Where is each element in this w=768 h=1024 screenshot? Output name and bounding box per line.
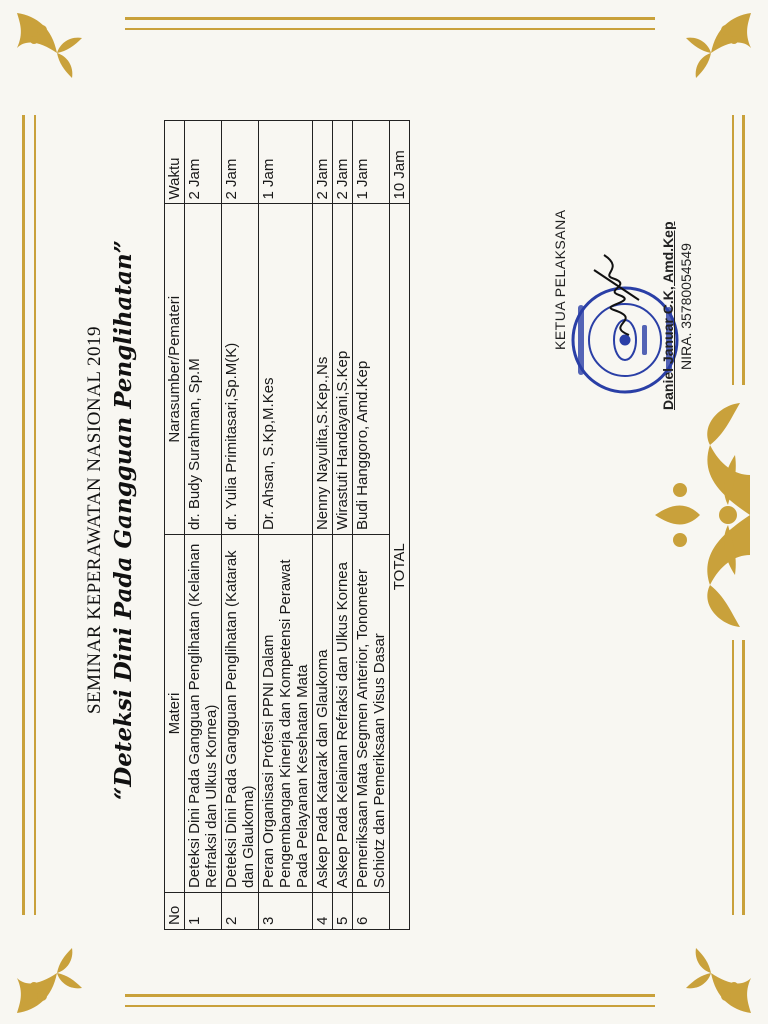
- table-row: [259, 121, 313, 930]
- row-waktu: 2 Jam: [222, 121, 259, 204]
- column-header: Materi: [165, 535, 185, 893]
- rotated-content: [84, 110, 704, 930]
- row-materi: Deteksi Dini Pada Gangguan Penglihatan (Katarak dan Glaukoma): [222, 535, 259, 893]
- row-number: 4: [313, 893, 333, 930]
- row-waktu: 1 Jam: [353, 121, 390, 204]
- column-header: Waktu: [165, 121, 185, 204]
- row-number: 2: [222, 893, 259, 930]
- row-materi: Deteksi Dini Pada Gangguan Penglihatan (Kelainan Refraksi dan Ulkus Kornea): [185, 535, 222, 893]
- column-header: No: [165, 893, 185, 930]
- event-theme: “Deteksi Dini Pada Gangguan Penglihatan”: [110, 240, 137, 800]
- signatory-role: KETUA PELAKSANA: [552, 209, 568, 350]
- signatory-nira: NIRA. 35780054549: [678, 243, 694, 370]
- table-row: [313, 121, 333, 930]
- row-number: 3: [259, 893, 313, 930]
- frame-right-line-top: [742, 115, 745, 385]
- frame-left-line-inner: [34, 115, 36, 915]
- row-number: 6: [353, 893, 390, 930]
- event-title: SEMINAR KEPERAWATAN NASIONAL 2019: [84, 326, 105, 715]
- row-waktu: 2 Jam: [313, 121, 333, 204]
- table-row: [222, 121, 259, 930]
- row-narasumber: Budi Hanggoro, Amd.Kep: [353, 204, 390, 535]
- corner-ornament-icon: [666, 928, 756, 1018]
- frame-left-line: [22, 115, 25, 915]
- row-narasumber: dr. Budy Surahman, Sp.M: [185, 204, 222, 535]
- row-narasumber: Nenny Nayulita,S.Kep.,Ns: [313, 204, 333, 535]
- corner-ornament-icon: [12, 928, 102, 1018]
- frame-right-line-bottom: [742, 640, 745, 915]
- schedule-table: [164, 120, 410, 930]
- corner-ornament-icon: [666, 8, 756, 98]
- frame-bottom-line: [125, 994, 655, 997]
- row-number: 5: [333, 893, 353, 930]
- corner-ornament-icon: [12, 8, 102, 98]
- row-narasumber: dr. Yulia Primitasari,Sp.M(K): [222, 204, 259, 535]
- row-materi: Pemeriksaan Mata Segmen Anterior, Tonometer Schiotz dan Pemeriksaan Visus Dasar: [353, 535, 390, 893]
- frame-top-line-inner: [125, 28, 655, 30]
- row-number: 1: [185, 893, 222, 930]
- frame-bottom-line-inner: [125, 1005, 655, 1007]
- row-narasumber: Dr. Ahsan, S.Kp,M.Kes: [259, 204, 313, 535]
- total-label: TOTAL: [390, 204, 410, 930]
- total-value: 10 Jam: [390, 121, 410, 204]
- row-waktu: 2 Jam: [333, 121, 353, 204]
- table-row: [333, 121, 353, 930]
- table-row: [185, 121, 222, 930]
- row-waktu: 1 Jam: [259, 121, 313, 204]
- table-header-row: [165, 121, 185, 930]
- row-narasumber: Wirastuti Handayani,S.Kep: [333, 204, 353, 535]
- handwritten-signature-icon: [584, 250, 654, 340]
- row-materi: Askep Pada Katarak dan Glaukoma: [313, 535, 333, 893]
- frame-right-line-bottom-inner: [732, 640, 734, 915]
- frame-top-line: [125, 17, 655, 20]
- table-row: [353, 121, 390, 930]
- signatory-name: Daniel Januar C.K, Amd.Kep: [660, 221, 676, 410]
- row-waktu: 2 Jam: [185, 121, 222, 204]
- row-materi: Peran Organisasi Profesi PPNI Dalam Pengembangan Kinerja dan Kompetensi Perawat Pada Pelayanan Kesehatan Mata: [259, 535, 313, 893]
- frame-right-line-top-inner: [732, 115, 734, 385]
- column-header: Narasumber/Pemateri: [165, 204, 185, 535]
- row-materi: Askep Pada Kelainan Refraksi dan Ulkus Kornea: [333, 535, 353, 893]
- table-total-row: [390, 121, 410, 930]
